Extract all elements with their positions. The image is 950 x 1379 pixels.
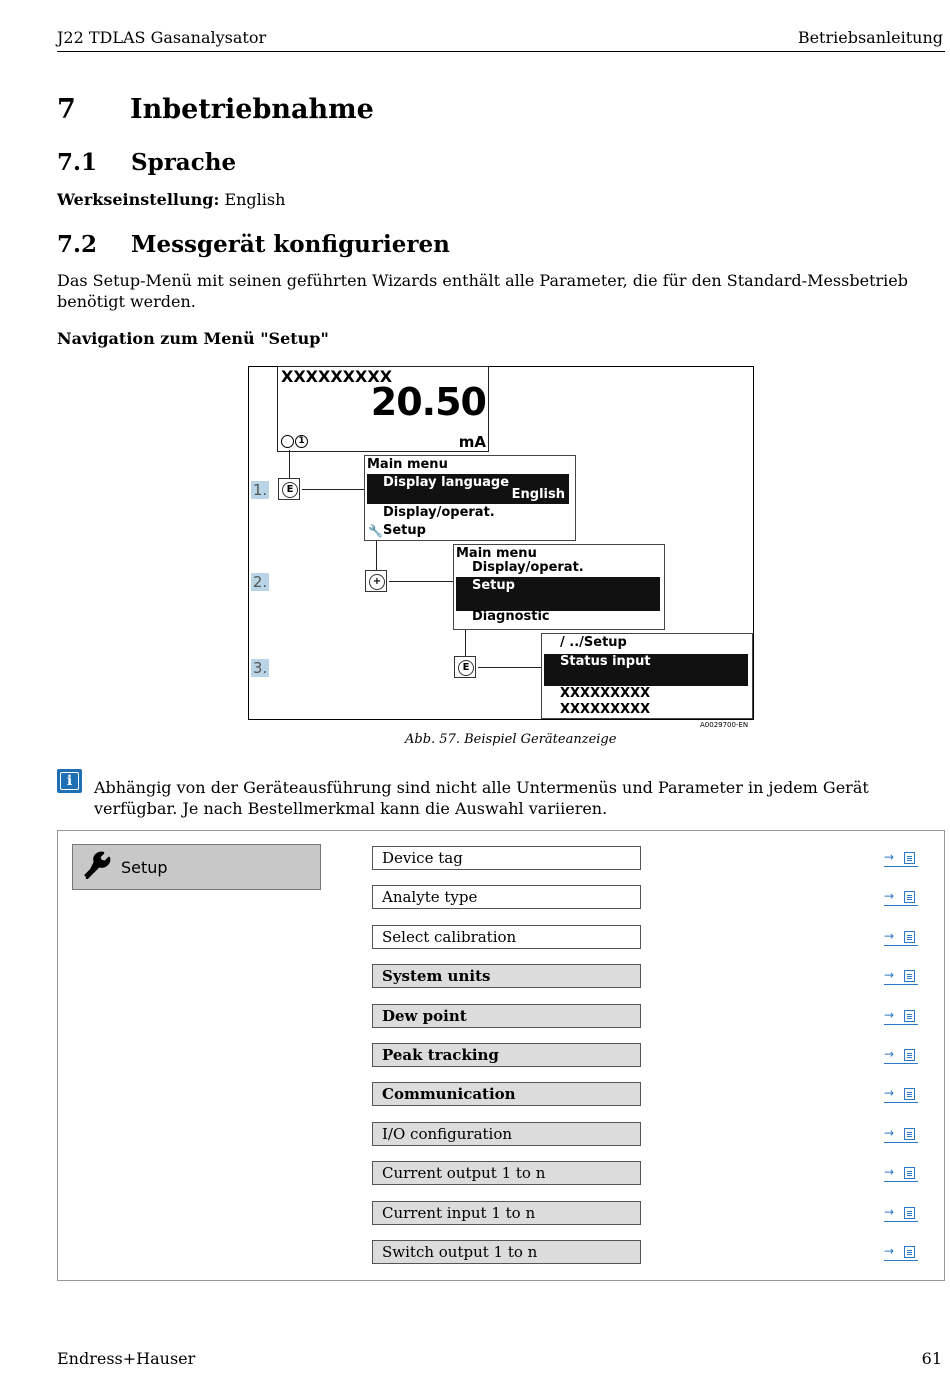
subsection-title: Messgerät konfigurieren [131,231,450,258]
display-value: 20.50 [370,380,486,424]
submenu-current-input[interactable]: Current input 1 to n [372,1201,641,1225]
wrench-icon: 🔧 [368,524,383,538]
step-number: 2. [252,573,268,591]
submenu-current-output[interactable]: Current output 1 to n [372,1161,641,1185]
menu-selected-label: Setup [472,578,515,593]
output-symbol-icon [281,435,294,448]
page-reference-link[interactable]: → [884,929,918,946]
running-header-doc-type: Betriebsanleitung [797,28,943,47]
main-menu-panel-1 [364,455,576,541]
document-icon [904,852,915,864]
display-unit: mA [458,433,486,451]
menu-title: Main menu [456,546,537,561]
menu-item: Display/operat. [383,505,495,520]
page-reference-link[interactable]: → [884,1205,918,1222]
submenu-peak-tracking[interactable]: Peak tracking [372,1043,641,1067]
menu-selected-label: Status input [560,654,651,669]
document-icon [904,1167,915,1179]
factory-setting-label: Werkseinstellung: [57,190,220,209]
device-display [277,366,489,452]
menu-item: XXXXXXXXX [560,702,651,717]
document-icon [904,970,915,982]
intro-paragraph: Das Setup-Menü mit seinen geführten Wizards enthält alle Parameter, die für den Standard-Messbetrieb benötigt werden. [57,271,908,311]
submenu-select-calibration[interactable]: Select calibration [372,925,641,949]
figure-code: A0029700-EN [700,721,749,729]
running-header-title: J22 TDLAS Gasanalysator [57,28,267,47]
connector-line [465,628,466,656]
page-reference-link[interactable]: → [884,1086,918,1103]
page-reference-link[interactable]: → [884,850,918,867]
setup-menu-panel [541,633,753,719]
page-reference-link[interactable]: → [884,1244,918,1261]
connector-line [376,540,377,570]
submenu-io-configuration[interactable]: I/O configuration [372,1122,641,1146]
menu-item: XXXXXXXXX [560,686,651,701]
connector-line [302,489,364,490]
plus-key-icon: + [365,570,387,592]
document-icon [904,1207,915,1219]
step-number: 3. [252,659,268,677]
submenu-analyte-type[interactable]: Analyte type [372,885,641,909]
enter-key-icon: E [454,656,476,678]
page-reference-link[interactable]: → [884,1126,918,1143]
submenu-switch-output[interactable]: Switch output 1 to n [372,1240,641,1264]
submenu-device-tag[interactable]: Device tag [372,846,641,870]
step-number: 1. [252,481,268,499]
document-icon [904,1010,915,1022]
figure-caption: Abb. 57. Beispiel Geräteanzeige [405,732,617,747]
page-reference-link[interactable]: → [884,1008,918,1025]
page-number: 61 [921,1349,942,1368]
page-reference-link[interactable]: → [884,889,918,906]
page-reference-link[interactable]: → [884,1047,918,1064]
factory-setting-line [57,189,285,210]
menu-title: Main menu [367,457,448,472]
document-icon [904,1049,915,1061]
subsection-number: 7.2 [57,231,98,258]
factory-setting-value: English [219,190,286,209]
menu-selected-label: Display language [383,475,510,490]
menu-item: Setup [383,523,426,538]
channel-one-icon: 1 [295,435,308,448]
page-reference-link[interactable]: → [884,1165,918,1182]
document-icon [904,1088,915,1100]
section-title: Inbetriebnahme [130,94,374,125]
document-icon [904,891,915,903]
header-rule [57,51,945,52]
subsection-number: 7.1 [57,149,98,176]
section-number: 7 [57,94,76,125]
display-tag: XXXXXXXXX [281,367,393,386]
connector-line [289,450,290,478]
submenu-communication[interactable]: Communication [372,1082,641,1106]
document-icon [904,1246,915,1258]
navigation-heading: Navigation zum Menü "Setup" [57,329,329,348]
setup-button-label: Setup [121,858,168,877]
submenu-dew-point[interactable]: Dew point [372,1004,641,1028]
menu-item: Diagnostic [472,609,550,624]
info-icon: i [57,769,82,793]
main-menu-panel-2 [453,544,665,630]
document-icon [904,1128,915,1140]
info-note-text: Abhängig von der Geräteausführung sind nicht alle Untermenüs und Parameter in jedem Gerät verfügbar. Je nach Bestellmerkmal kann die Auswahl variieren. [94,778,869,818]
menu-selected-row [544,654,748,686]
menu-selected-row [367,474,569,504]
submenu-system-units[interactable]: System units [372,964,641,988]
footer-company: Endress+Hauser [57,1349,196,1368]
document-icon [904,931,915,943]
menu-title: / ../Setup [560,635,627,650]
enter-key-icon: E [278,478,300,500]
connector-line [478,667,541,668]
page-reference-link[interactable]: → [884,968,918,985]
subsection-title: Sprache [131,149,237,176]
setup-menu-button[interactable] [72,844,321,890]
wrench-icon [82,851,112,879]
menu-item: Display/operat. [472,560,584,575]
menu-selected-value: English [511,487,565,502]
connector-line [389,581,453,582]
menu-selected-row [456,577,660,611]
